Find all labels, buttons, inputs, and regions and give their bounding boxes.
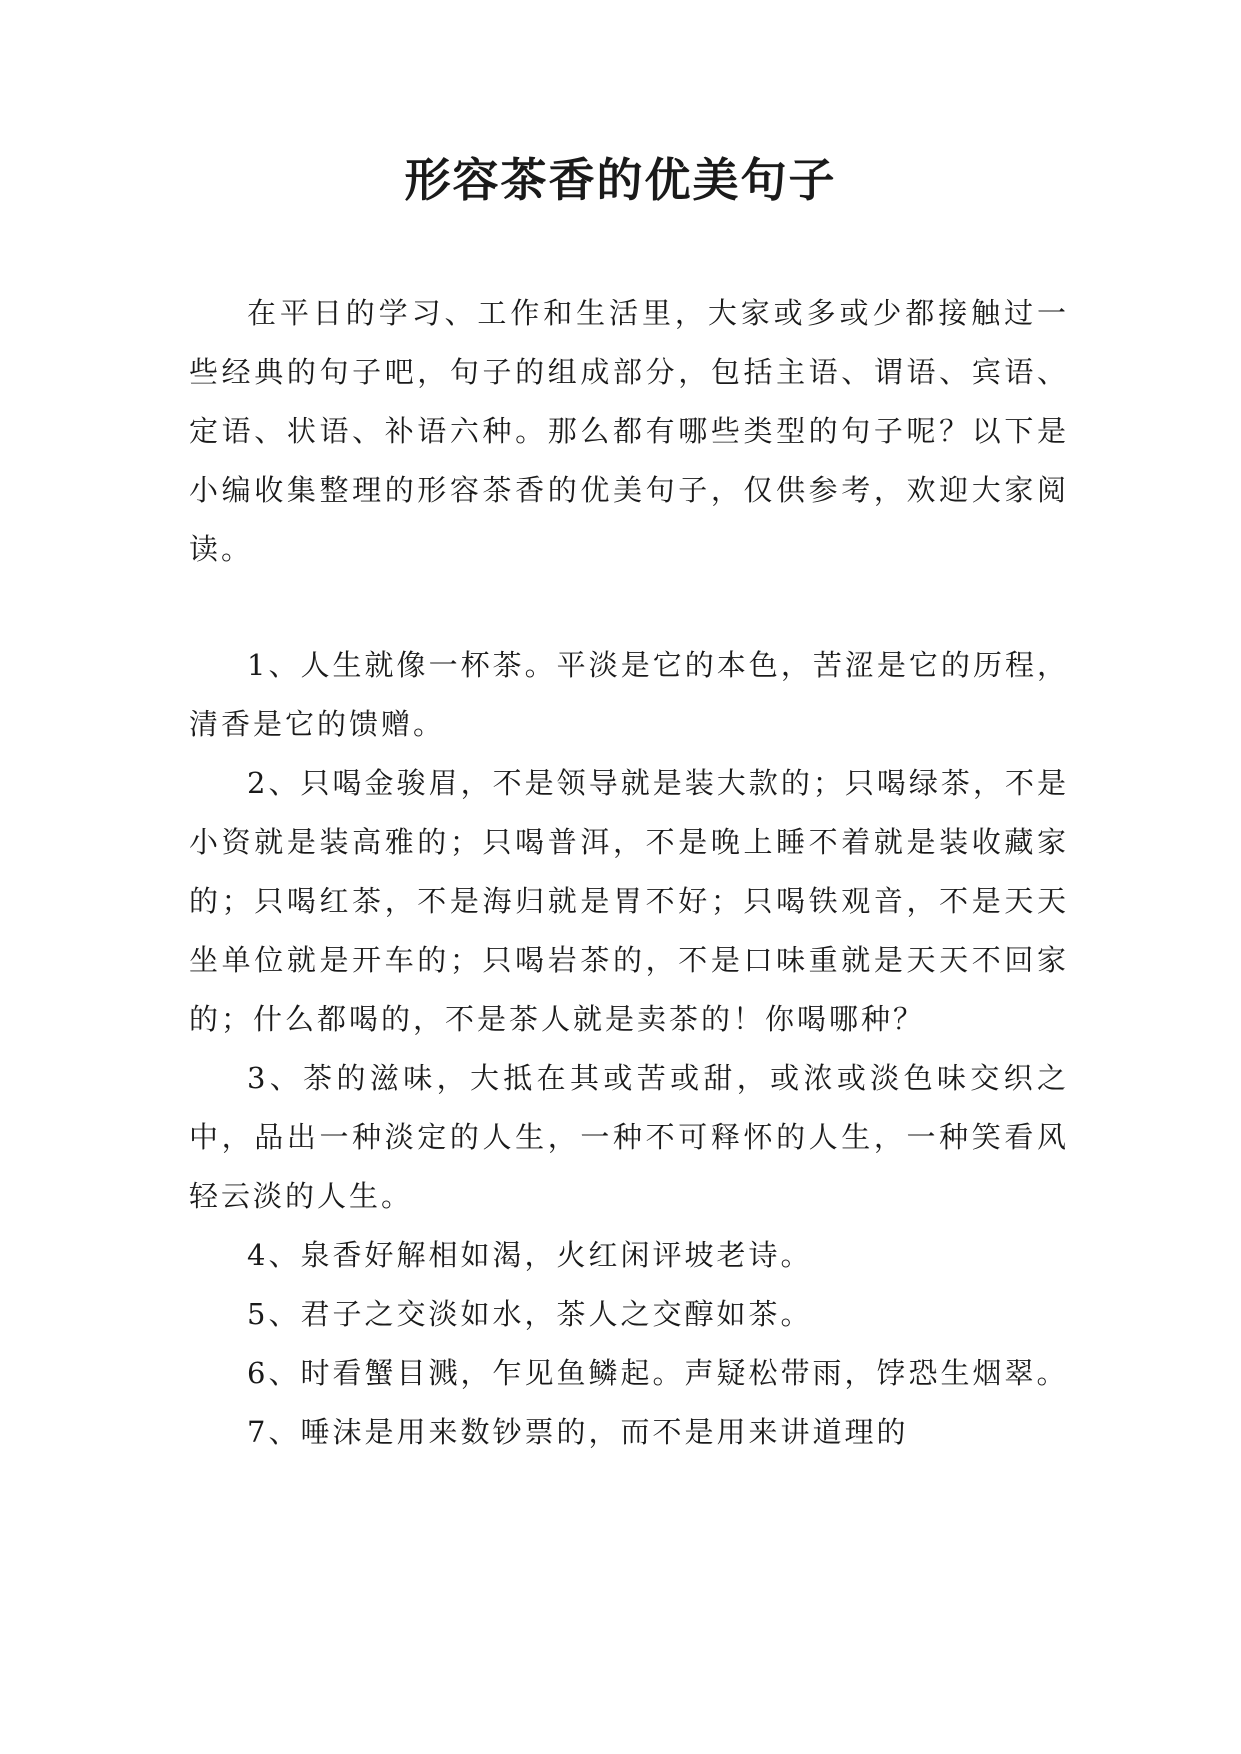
sentence-list <box>189 636 1069 1462</box>
list-item: 4、泉香好解相如渴，火红闲评坡老诗。 <box>247 1238 813 1272</box>
list-item: 2、只喝金骏眉，不是领导就是装大款的；只喝绿茶，不是小资就是装高雅的；只喝普洱，不是晚上睡不着就是装收藏家的；只喝红茶，不是海归就是胃不好；只喝铁观音，不是天天坐单位就是开车的；只喝岩茶的，不是口味重就是天天不回家的；什么都喝的，不是茶人就是卖茶的！你喝哪种？ <box>189 766 1069 1036</box>
list-item: 1、人生就像一杯茶。平淡是它的本色，苦涩是它的历程，清香是它的馈赠。 <box>189 648 1069 741</box>
list-item: 3、茶的滋味，大抵在其或苦或甜，或浓或淡色味交织之中，品出一种淡定的人生，一种不可释怀的人生，一种笑看风轻云淡的人生。 <box>189 1061 1069 1213</box>
list-item: 5、君子之交淡如水，茶人之交醇如茶。 <box>247 1297 813 1331</box>
document-title: 形容茶香的优美句子 <box>404 153 837 207</box>
list-item: 6、时看蟹目溅，乍见鱼鳞起。声疑松带雨，饽恐生烟翠。 <box>247 1356 1069 1390</box>
list-item: 7、唾沫是用来数钞票的，而不是用来讲道理的 <box>247 1415 909 1449</box>
intro-paragraph: 在平日的学习、工作和生活里，大家或多或少都接触过一些经典的句子吧，句子的组成部分，包括主语、谓语、宾语、定语、状语、补语六种。那么都有哪些类型的句子呢？以下是小编收集整理的形容茶香的优美句子，仅供参考，欢迎大家阅读。 <box>189 296 1069 566</box>
